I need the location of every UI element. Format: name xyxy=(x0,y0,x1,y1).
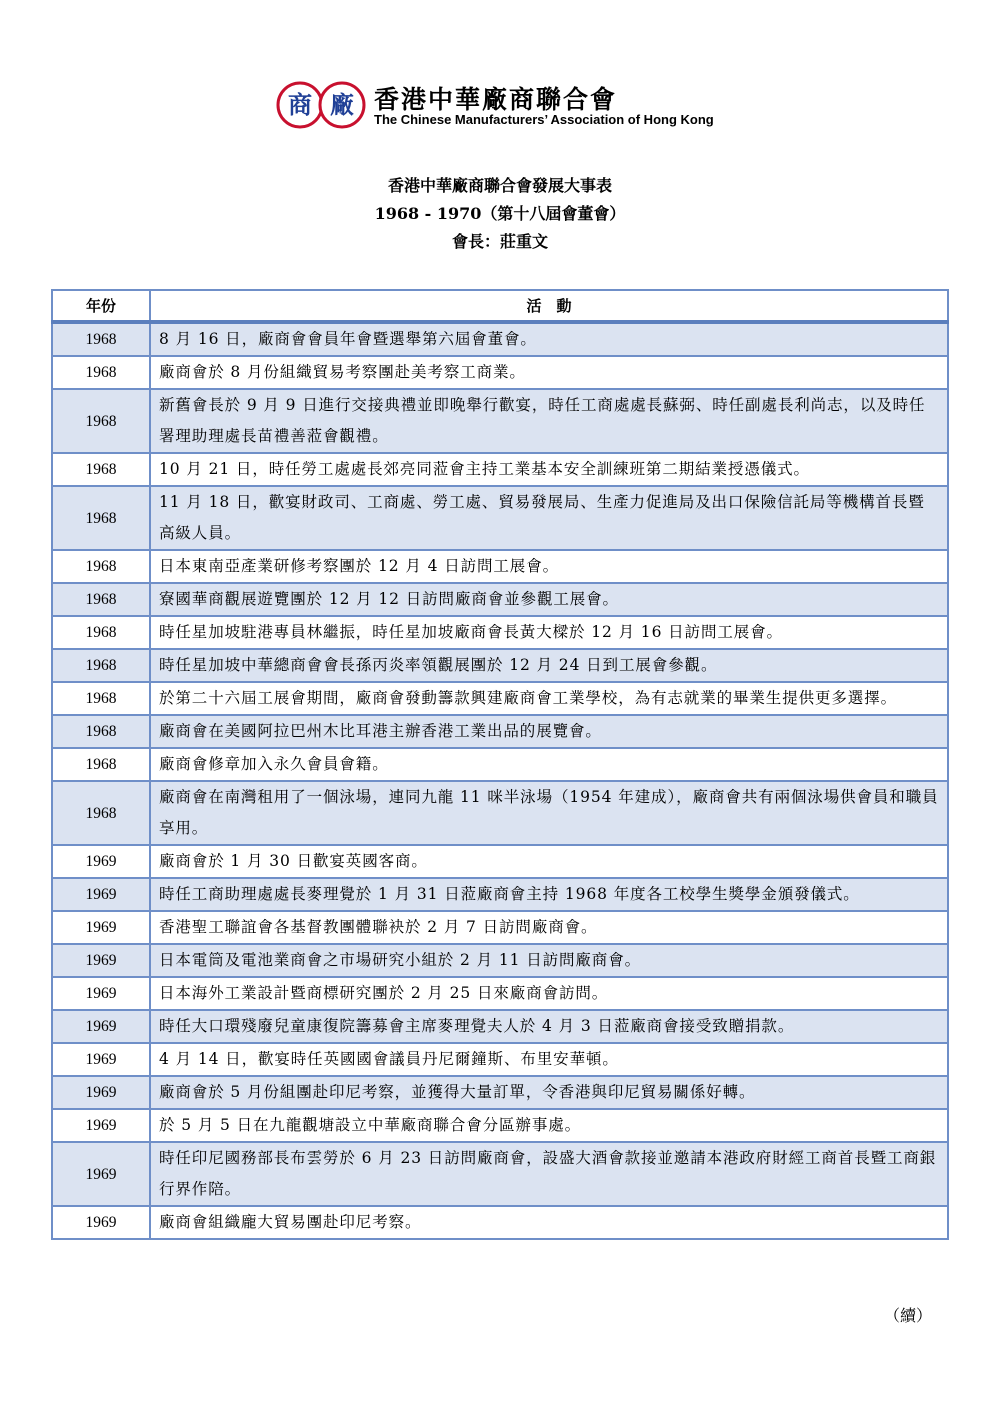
year-cell: 1969 xyxy=(52,1206,150,1239)
year-cell: 1968 xyxy=(52,748,150,781)
year-cell: 1969 xyxy=(52,1109,150,1142)
table-header-row xyxy=(52,290,948,322)
year-column-header: 年份 xyxy=(52,290,150,322)
activity-cell: 廠商會在美國阿拉巴州木比耳港主辦香港工業出品的展覽會。 xyxy=(150,715,948,748)
activity-cell: 時任大口環殘廢兒童康復院籌募會主席麥理覺夫人於 4 月 3 日蒞廠商會接受致贈捐款。 xyxy=(150,1010,948,1043)
activity-cell: 11 月 18 日，歡宴財政司、工商處、勞工處、貿易發展局、生產力促進局及出口保險信託局等機構首長暨高級人員。 xyxy=(150,486,948,550)
table-row xyxy=(52,322,948,356)
table-row xyxy=(52,1076,948,1109)
year-cell: 1969 xyxy=(52,977,150,1010)
year-cell: 1968 xyxy=(52,453,150,486)
year-cell: 1968 xyxy=(52,389,150,453)
table-row xyxy=(52,1109,948,1142)
activity-cell: 廠商會於 5 月份組團赴印尼考察，並獲得大量訂單，令香港與印尼貿易關係好轉。 xyxy=(150,1076,948,1109)
year-cell: 1969 xyxy=(52,1010,150,1043)
table-row xyxy=(52,486,948,550)
activity-cell: 8 月 16 日，廠商會會員年會暨選舉第六屆會董會。 xyxy=(150,322,948,356)
table-row xyxy=(52,911,948,944)
page-header xyxy=(0,80,1000,136)
activity-cell: 時任印尼國務部長布雲勞於 6 月 23 日訪問廠商會，設盛大酒會款接並邀請本港政府財經工商首長暨工商銀行界作陪。 xyxy=(150,1142,948,1206)
activity-cell: 香港聖工聯誼會各基督教團體聯袂於 2 月 7 日訪問廠商會。 xyxy=(150,911,948,944)
year-cell: 1968 xyxy=(52,781,150,845)
events-table-body xyxy=(52,322,948,1239)
year-cell: 1969 xyxy=(52,845,150,878)
activity-cell: 廠商會修章加入永久會員會籍。 xyxy=(150,748,948,781)
table-row xyxy=(52,453,948,486)
activity-cell: 時任星加坡駐港專員林繼振，時任星加坡廠商會長黃大樑於 12 月 16 日訪問工展會。 xyxy=(150,616,948,649)
activity-cell: 寮國華商觀展遊覽團於 12 月 12 日訪問廠商會並參觀工展會。 xyxy=(150,583,948,616)
table-row xyxy=(52,748,948,781)
year-cell: 1968 xyxy=(52,715,150,748)
activity-cell: 於 5 月 5 日在九龍觀塘設立中華廠商聯合會分區辦事處。 xyxy=(150,1109,948,1142)
year-cell: 1969 xyxy=(52,1043,150,1076)
chairman-line: 會長：莊重文 xyxy=(451,232,548,251)
year-cell: 1968 xyxy=(52,649,150,682)
year-cell: 1968 xyxy=(52,616,150,649)
table-row xyxy=(52,1142,948,1206)
table-row xyxy=(52,682,948,715)
activity-cell: 時任工商助理處處長麥理覺於 1 月 31 日蒞廠商會主持 1968 年度各工校學生獎學金頒發儀式。 xyxy=(150,878,948,911)
table-row xyxy=(52,715,948,748)
table-row xyxy=(52,356,948,389)
year-cell: 1969 xyxy=(52,878,150,911)
table-row xyxy=(52,389,948,453)
org-name-chinese: 香港中華廠商聯合會 xyxy=(374,85,618,114)
term-title: 1968 - 1970（第十八屆會董會） xyxy=(374,204,626,223)
year-cell: 1969 xyxy=(52,944,150,977)
table-row xyxy=(52,781,948,845)
table-row xyxy=(52,944,948,977)
activity-cell: 廠商會於 8 月份組織貿易考察團赴美考察工商業。 xyxy=(150,356,948,389)
year-cell: 1968 xyxy=(52,682,150,715)
org-name-english: The Chinese Manufacturers’ Association of Hong Kong xyxy=(374,112,714,127)
association-logo xyxy=(276,80,368,130)
table-row xyxy=(52,977,948,1010)
table-row xyxy=(52,1206,948,1239)
table-row xyxy=(52,878,948,911)
events-table xyxy=(51,289,949,1240)
activity-cell: 4 月 14 日，歡宴時任英國國會議員丹尼爾鐘斯、布里安華頓。 xyxy=(150,1043,948,1076)
year-cell: 1968 xyxy=(52,486,150,550)
table-row xyxy=(52,649,948,682)
year-cell: 1968 xyxy=(52,356,150,389)
document-title: 香港中華廠商聯合會發展大事表 xyxy=(387,176,612,195)
table-row xyxy=(52,1010,948,1043)
activity-column-header: 活 動 xyxy=(150,290,948,322)
year-cell: 1969 xyxy=(52,1076,150,1109)
activity-cell: 於第二十六屆工展會期間，廠商會發動籌款興建廠商會工業學校，為有志就業的畢業生提供更多選擇。 xyxy=(150,682,948,715)
continued-note: （續） xyxy=(883,1306,932,1325)
activity-cell: 時任星加坡中華總商會會長孫丙炎率領觀展團於 12 月 24 日到工展會參觀。 xyxy=(150,649,948,682)
svg-text:商: 商 xyxy=(288,91,312,119)
activity-cell: 新舊會長於 9 月 9 日進行交接典禮並即晚舉行歡宴，時任工商處處長蘇弼、時任副處長利尚志，以及時任署理助理處長苗禮善蒞會觀禮。 xyxy=(150,389,948,453)
activity-cell: 10 月 21 日，時任勞工處處長郊亮同蒞會主持工業基本安全訓練班第二期結業授憑儀式。 xyxy=(150,453,948,486)
year-cell: 1968 xyxy=(52,322,150,356)
table-row xyxy=(52,550,948,583)
year-cell: 1969 xyxy=(52,911,150,944)
activity-cell: 廠商會於 1 月 30 日歡宴英國客商。 xyxy=(150,845,948,878)
table-row xyxy=(52,583,948,616)
activity-cell: 日本海外工業設計暨商標研究團於 2 月 25 日來廠商會訪問。 xyxy=(150,977,948,1010)
activity-cell: 廠商會在南灣租用了一個泳場，連同九龍 11 咪半泳場（1954 年建成），廠商會共有兩個泳場供會員和職員享用。 xyxy=(150,781,948,845)
svg-text:廠: 廠 xyxy=(330,91,354,119)
table-row xyxy=(52,845,948,878)
activity-cell: 日本電筒及電池業商會之市場研究小組於 2 月 11 日訪問廠商會。 xyxy=(150,944,948,977)
activity-cell: 廠商會組織龐大貿易團赴印尼考察。 xyxy=(150,1206,948,1239)
table-row xyxy=(52,1043,948,1076)
year-cell: 1968 xyxy=(52,583,150,616)
document-titles xyxy=(0,172,1000,256)
year-cell: 1968 xyxy=(52,550,150,583)
table-row xyxy=(52,616,948,649)
activity-cell: 日本東南亞產業研修考察團於 12 月 4 日訪問工展會。 xyxy=(150,550,948,583)
year-cell: 1969 xyxy=(52,1142,150,1206)
